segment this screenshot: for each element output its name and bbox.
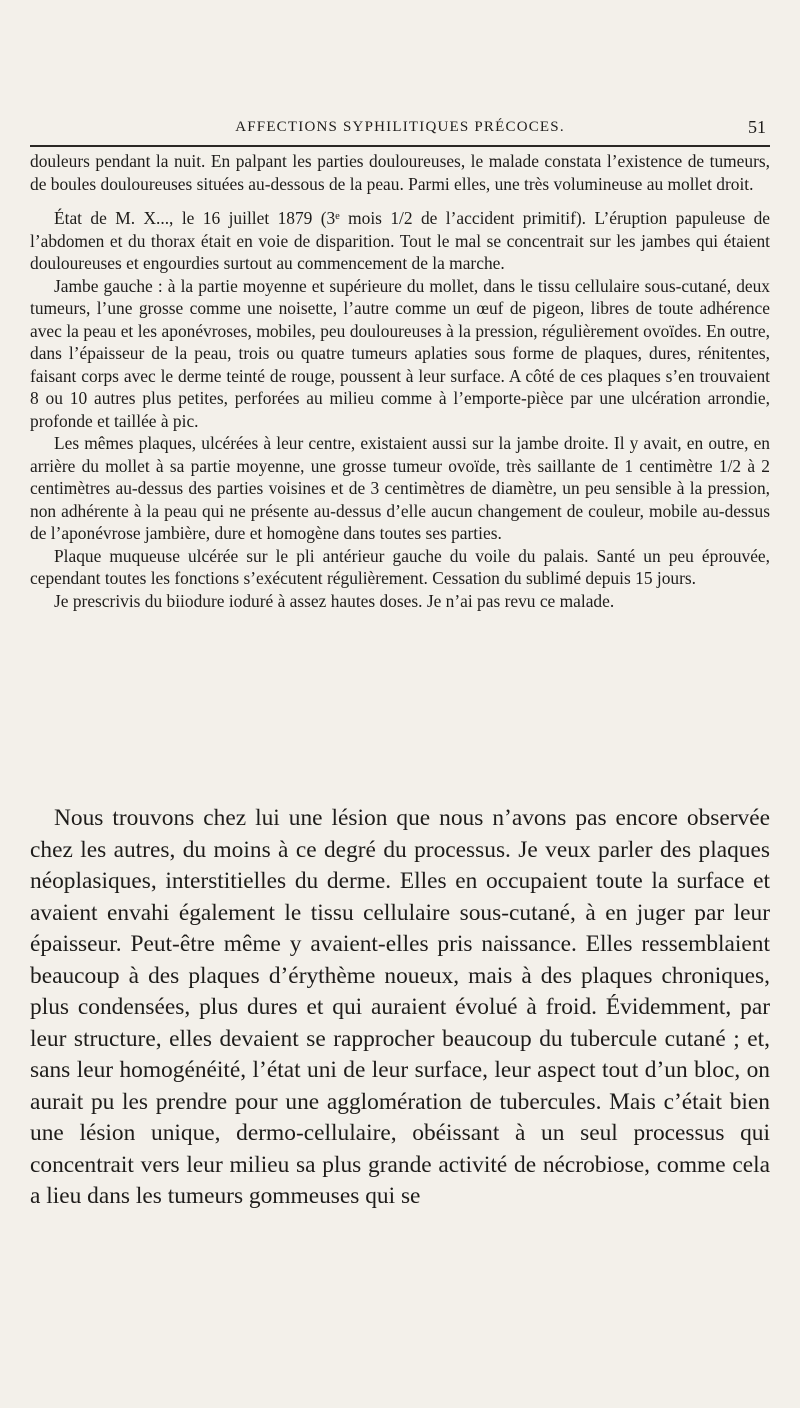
running-head bbox=[30, 113, 770, 143]
paragraph-jambe-gauche: Jambe gauche : à la partie moyenne et supérieure du mollet, dans le tissu cellulaire sous-cutané, deux tumeurs, l’une grosse comme une noisette, l’autre comme un œuf de pigeon, libres de toute adhérence avec la peau et les aponévroses, mobiles, peu douloureuses à la pression, régulièrement ovoïdes. En outre, dans l’épaisseur de la peau, trois ou quatre tumeurs aplaties sous forme de plaques, dures, rénitentes, faisant corps avec le derme teinté de rouge, poussent à leur surface. A côté de ces plaques s’en trouvaient 8 ou 10 autres plus petites, perforées au milieu comme à l’emporte-pièce par une ulcération arrondie, profonde et taillée à pic. bbox=[30, 275, 770, 431]
paragraph-plaque-muqueuse: Plaque muqueuse ulcérée sur le pli antérieur gauche du voile du palais. Santé un peu éprouvée, cependant toutes les fonctions s’exécutent régulièrement. Cessation du sublimé depuis 15 jours. bbox=[30, 545, 770, 588]
case-observation bbox=[30, 150, 770, 612]
paragraph-jambe-droite: Les mêmes plaques, ulcérées à leur centre, existaient aussi sur la jambe droite. Il y avait, en outre, en arrière du mollet à sa partie moyenne, une grosse tumeur ovoïde, très saillante de 1 centimètre 1/2 à 2 centimètres au-dessus des parties voisines et de 3 centimètres de diamètre, un peu sensible à la pression, non adhérente à la peau qui ne présente au-dessus d’elle aucun changement de couleur, mobile au-dessus de l’aponévrose jambière, dure et homogène dans toutes ses parties. bbox=[30, 433, 770, 543]
running-title: AFFECTIONS SYPHILITIQUES PRÉCOCES. bbox=[235, 119, 565, 135]
page-number: 51 bbox=[748, 117, 766, 137]
paragraph-etat: État de M. X..., le 16 juillet 1879 (3ᵉ mois 1/2 de l’accident primitif). L’éruption papuleuse de l’abdomen et du thorax était en voie de disparition. Tout le mal se concentrait sur les jambes qui étaient douloureuses et engourdies surtout au commencement de la marche. bbox=[30, 208, 770, 273]
paragraph-prescription: Je prescrivis du biiodure ioduré à assez hautes doses. Je n’ai pas revu ce malade. bbox=[54, 590, 615, 611]
paragraph-commentary: Nous trouvons chez lui une lésion que nous n’avons pas encore observée chez les autres, du moins à ce degré du processus. Je veux parler des plaques néoplasiques, interstitielles du derme. Elles en occupaient toute la surface et avaient envahi également le tissu cellulaire sous-cutané, à en juger par leur épaisseur. Peut-être même y avaient-elles pris naissance. Elles ressemblaient beaucoup à des plaques d’érythème noueux, mais à des plaques chroniques, plus condensées, plus dures et qui auraient évolué à froid. Évidemment, par leur structure, elles devaient se rapprocher beaucoup du tubercule cutané ; et, sans leur homogénéité, l’état uni de leur surface, leur aspect tout d’un bloc, on aurait pu les prendre pour une agglomération de tubercules. Mais c’était bien une lésion unique, dermo-cellulaire, obéissant à un seul processus qui concentrait vers leur milieu sa plus grande activité de nécrobiose, comme cela a lieu dans les tumeurs gommeuses qui se bbox=[30, 805, 770, 1209]
paragraph-continuation: douleurs pendant la nuit. En palpant les parties douloureuses, le malade constata l’existence de tumeurs, de boules douloureuses situées au-dessous de la peau. Parmi elles, une très volumineuse au mollet droit. bbox=[30, 151, 770, 194]
header-rule bbox=[30, 145, 770, 147]
commentary bbox=[30, 803, 770, 1213]
